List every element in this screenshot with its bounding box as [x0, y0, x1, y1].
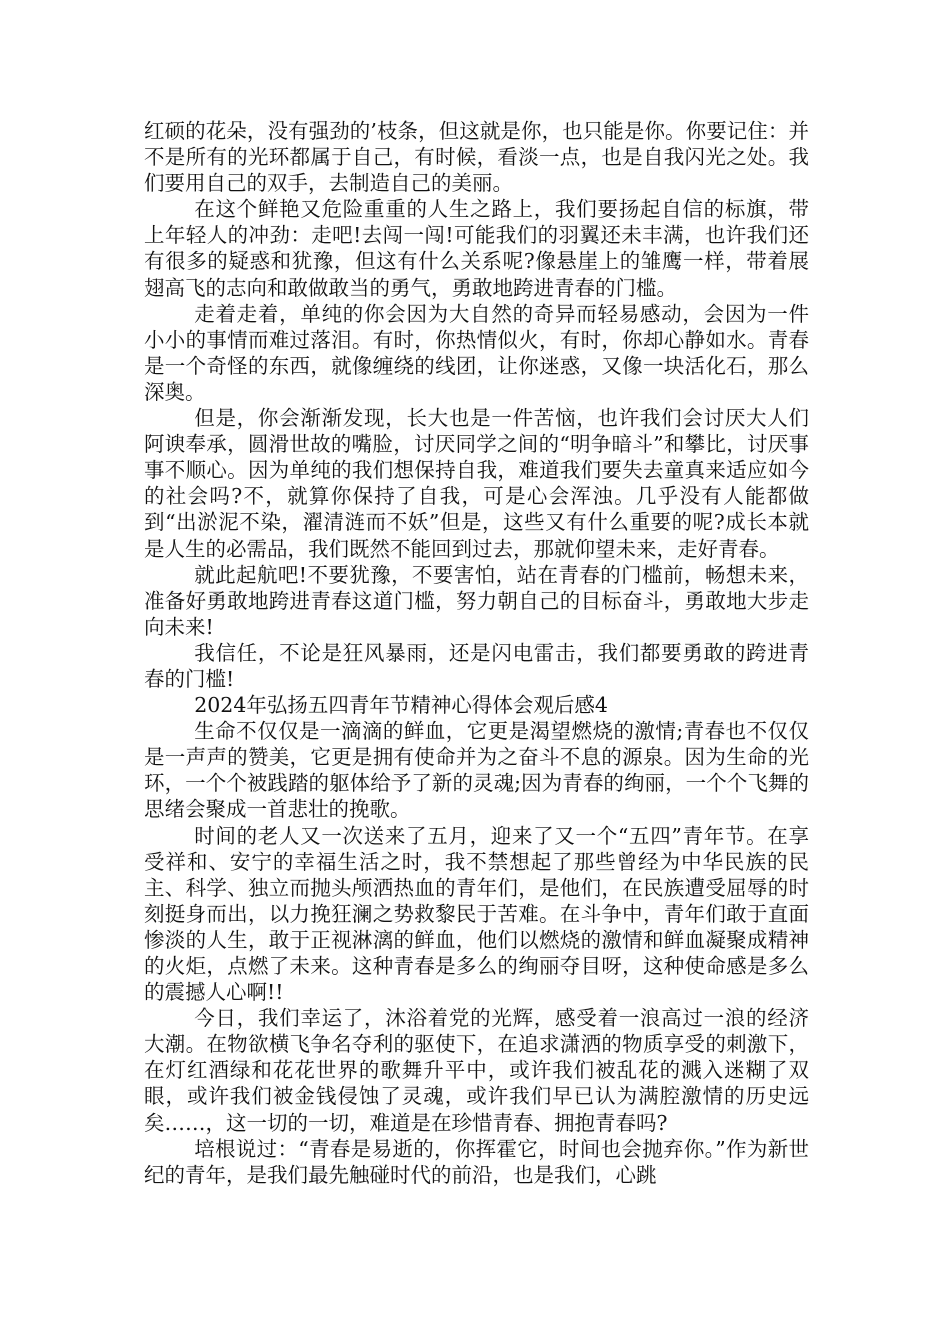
- paragraph-4: 但是，你会渐渐发现，长大也是一件苦恼，也许我们会讨厌大人们阿谀奉承，圆滑世故的嘴脸，讨厌同学之间的“明争暗斗”和攀比，讨厌事事不顺心。因为单纯的我们想保持自我，难道我们要失去童真来适应如今的社会吗?不，就算你保持了自我，可是心会浑浊。几乎没有人能都做到“出淤泥不染，濯清涟而不妖”但是，这些又有什么重要的呢?成长本就是人生的必需品，我们既然不能回到过去，那就仰望未来，走好青春。: [144, 406, 809, 561]
- paragraph-7: 生命不仅仅是一滴滴的鲜血，它更是渴望燃烧的激情;青春也不仅仅是一声声的赞美，它更是拥有使命并为之奋斗不息的源泉。因为生命的光环，一个个被践踏的躯体给予了新的灵魂;因为青春的绚丽，一个个飞舞的思绪会聚成一首悲壮的挽歌。: [144, 719, 809, 822]
- paragraph-6: 我信任，不论是狂风暴雨，还是闪电雷击，我们都要勇敢的跨进青春的门槛!: [144, 640, 809, 691]
- paragraph-5: 就此起航吧!不要犹豫，不要害怕，站在青春的门槛前，畅想未来，准备好勇敢地跨进青春这道门槛，努力朝自己的目标奋斗，勇敢地大步走向未来!: [144, 562, 809, 639]
- paragraph-2: 在这个鲜艳又危险重重的人生之路上，我们要扬起自信的标旗，带上年轻人的冲劲：走吧!去闯一闯!可能我们的羽翼还未丰满，也许我们还有很多的疑惑和犹豫，但这有什么关系呢?像悬崖上的雏鹰一样，带着展翅高飞的志向和敢做敢当的勇气，勇敢地跨进青春的门槛。: [144, 197, 809, 300]
- paragraph-10: 培根说过：“青春是易逝的，你挥霍它，时间也会抛弃你。”作为新世纪的青年，是我们最先触碰时代的前沿，也是我们，心跳: [144, 1136, 809, 1187]
- section-heading: 2024年弘扬五四青年节精神心得体会观后感4: [194, 693, 608, 718]
- paragraph-3: 走着走着，单纯的你会因为大自然的奇异而轻易感动，会因为一件小小的事情而难过落泪。有时，你热情似火，有时，你却心静如水。青春是一个奇怪的东西，就像缠绕的线团，让你迷惑，又像一块活化石，那么深奥。: [144, 301, 809, 404]
- document-body: [144, 118, 809, 1188]
- paragraph-8: 时间的老人又一次送来了五月，迎来了又一个“五四”青年节。在享受祥和、安宁的幸福生活之时，我不禁想起了那些曾经为中华民族的民主、科学、独立而抛头颅洒热血的青年们，是他们，在民族遭受屈辱的时刻挺身而出，以力挽狂澜之势救黎民于苦难。在斗争中，青年们敢于直面惨淡的人生，敢于正视淋漓的鲜血，他们以燃烧的激情和鲜血凝聚成精神的火炬，点燃了未来。这种青春是多么的绚丽夺目呀，这种使命感是多么的震撼人心啊!!: [144, 823, 809, 1005]
- paragraph-1: 红硕的花朵，没有强劲的’枝条，但这就是你，也只能是你。你要记住：并不是所有的光环都属于自己，有时候，看淡一点，也是自我闪光之处。我们要用自己的双手，去制造自己的美丽。: [144, 119, 809, 196]
- paragraph-9: 今日，我们幸运了，沐浴着党的光辉，感受着一浪高过一浪的经济大潮。在物欲横飞争名夺利的驱使下，在追求潇洒的物质享受的刺激下，在灯红酒绿和花花世界的歌舞升平中，或许我们被乱花的溅入迷糊了双眼，或许我们被金钱侵蚀了灵魂，或许我们早已认为满腔激情的历史远矣……，这一切的一切，难道是在珍惜青春、拥抱青春吗?: [144, 1006, 809, 1135]
